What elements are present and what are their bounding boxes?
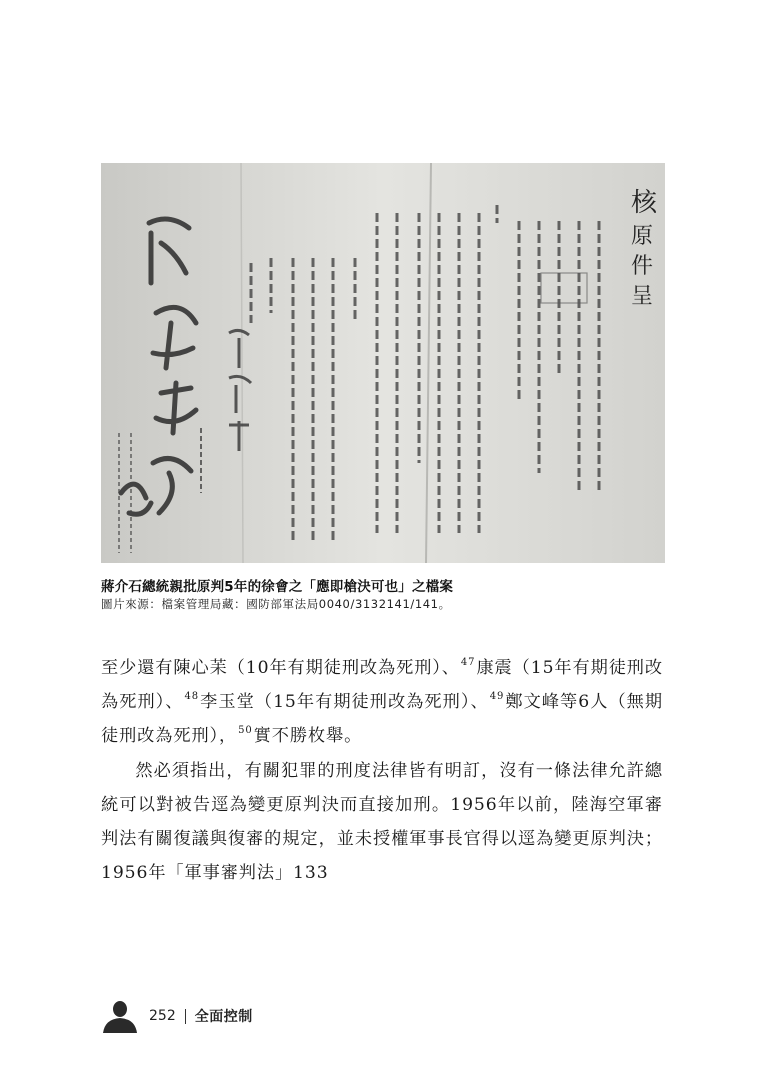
footnote-ref-48[interactable]: 48: [184, 691, 200, 703]
body-text: [101, 651, 663, 890]
footer-divider: [185, 1009, 186, 1024]
svg-text:呈: 呈: [631, 284, 654, 309]
archive-document-image: [101, 163, 665, 563]
book-title: 全面控制: [194, 1009, 253, 1025]
document-heading-2: 原: [631, 224, 654, 249]
figure-caption-title: 蔣介石總統親批原判5年的徐會之「應即槍決可也」之檔案: [101, 579, 454, 595]
figure-caption-source: 圖片來源：檔案管理局藏：國防部軍法局0040/3132141/141。: [101, 597, 451, 611]
footnote-ref-47[interactable]: 47: [460, 657, 476, 668]
document-heading-1: 核: [631, 188, 658, 218]
page-footer: [101, 998, 253, 1034]
archival-document-photo: [101, 163, 665, 563]
person-silhouette-icon: [101, 999, 139, 1033]
footnote-ref-50[interactable]: 50: [238, 725, 253, 737]
svg-text:件: 件: [631, 254, 654, 279]
paragraph-2: 然必須指出，有關犯罪的刑度法律皆有明訂，沒有一條法律允許總統可以對被告逕為變更原判決而直接加刑。1956年以前，陸海空軍審判法有關復議與復審的規定，並未授權軍事長官得以逕為變更原判決；1956年「軍事審判法」133: [101, 760, 663, 884]
footnote-ref-49[interactable]: 49: [489, 691, 505, 703]
page-number: 252: [149, 1008, 176, 1024]
paragraph-1: 至少還有陳心苿（10年有期徒刑改為死刑）、$^{47}$康震（15年有期徒刑改為死刑）、$^{48}$李玉堂（15年有期徒刑改為死刑）、$^{49}$鄭文峰等6人（無期徒刑改為死刑），$^{50}$實不勝枚舉。: [101, 657, 663, 747]
